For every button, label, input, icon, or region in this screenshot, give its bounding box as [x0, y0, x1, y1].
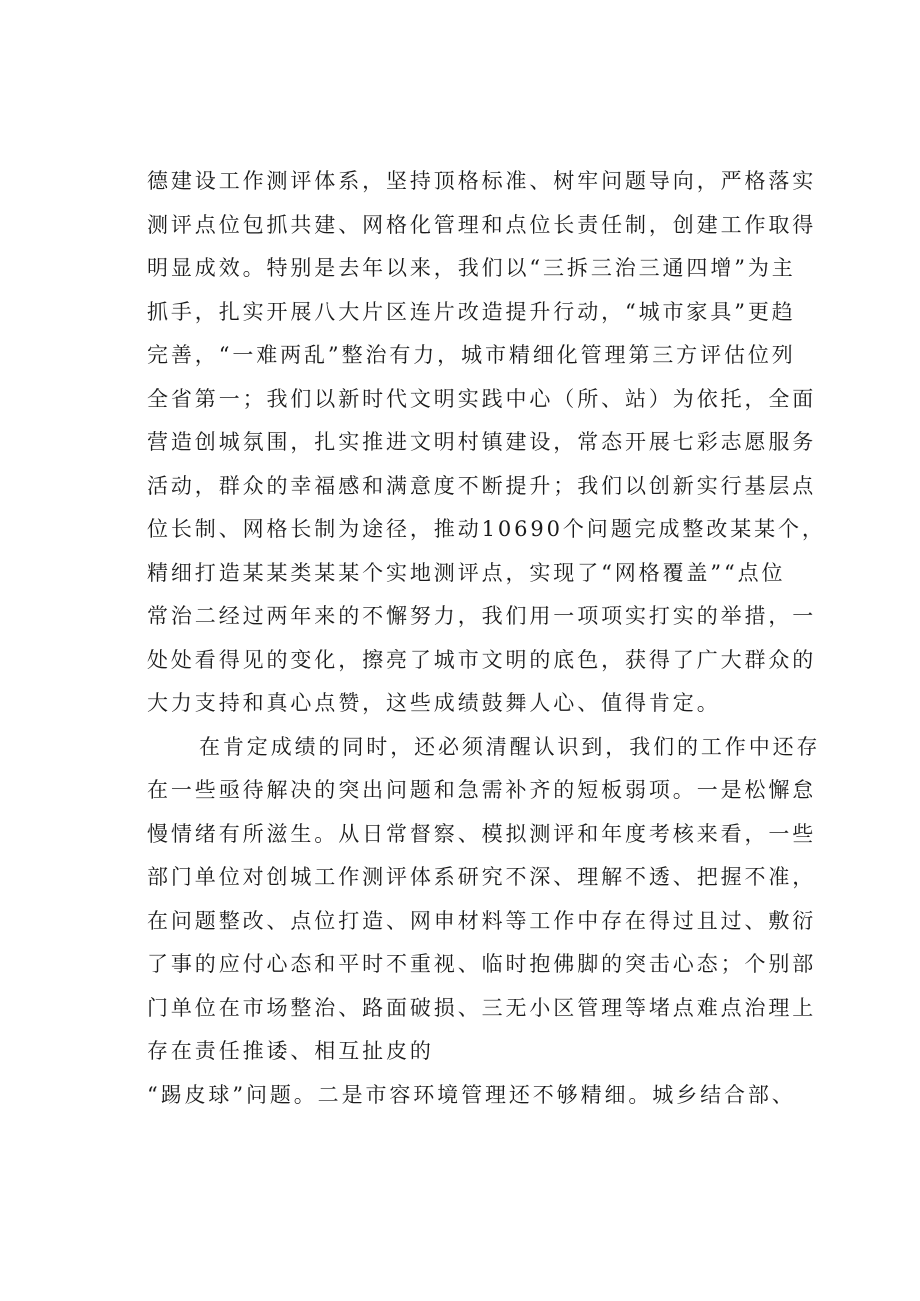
text-line: 处处看得见的变化，擦亮了城市文明的底色，获得了广大群众的	[147, 647, 817, 672]
text-line: 在问题整改、点位打造、网申材料等工作中存在得过且过、敷衍	[147, 908, 817, 933]
text-line: 明显成效。特别是去年以来，我们以“三拆三治三通四增”为主	[147, 256, 796, 280]
text-line: 完善，“一难两乱”整治有力，城市精细化管理第三方评估位列	[147, 343, 796, 367]
text-line: 常治二经过两年来的不懈努力，我们用一项项实打实的举措，一	[147, 604, 817, 628]
text-line: “踢皮球”问题。二是市容环境管理还不够精细。城乡结合部、	[147, 1082, 796, 1107]
text-line: 部门单位对创城工作测评体系研究不深、理解不透、把握不准，	[147, 865, 817, 889]
text-line: 位长制、网格长制为途径，推动10690个问题完成整改某某个，	[147, 517, 826, 541]
text-line: 在一些亟待解决的突出问题和急需补齐的短板弱项。一是松懈怠	[147, 778, 817, 802]
text-line: 营造创城氛围，扎实推进文明村镇建设，常态开展七彩志愿服务	[147, 430, 817, 454]
text-line: 全省第一；我们以新时代文明实践中心（所、站）为依托，全面	[147, 386, 817, 411]
text-line: 大力支持和真心点赞，这些成绩鼓舞人心、值得肯定。	[147, 691, 721, 715]
text-line: 活动，群众的幸福感和满意度不断提升；我们以创新实行基层点	[147, 473, 817, 498]
text-line: 门单位在市场整治、路面破损、三无小区管理等堵点难点治理上	[147, 995, 817, 1020]
text-line: 抓手，扎实开展八大片区连片改造提升行动，“城市家具”更趋	[147, 299, 796, 324]
body-text	[147, 160, 826, 1117]
text-line: 精细打造某某类某某个实地测评点，实现了“网格覆盖”“点位	[147, 560, 786, 585]
text-line: 慢情绪有所滋生。从日常督察、模拟测评和年度考核来看，一些	[147, 821, 817, 846]
text-line: 德建设工作测评体系，坚持顶格标准、树牢问题导向，严格落实	[147, 169, 817, 193]
paragraph-first-line: 在肯定成绩的同时，还必须清醒认识到，我们的工作中还存	[199, 734, 821, 759]
text-line: 了事的应付心态和平时不重视、临时抱佛脚的突击心态；个别部	[147, 952, 817, 976]
text-line: 存在责任推诿、相互扯皮的	[147, 1039, 434, 1063]
text-line: 测评点位包抓共建、网格化管理和点位长责任制，创建工作取得	[147, 212, 817, 237]
